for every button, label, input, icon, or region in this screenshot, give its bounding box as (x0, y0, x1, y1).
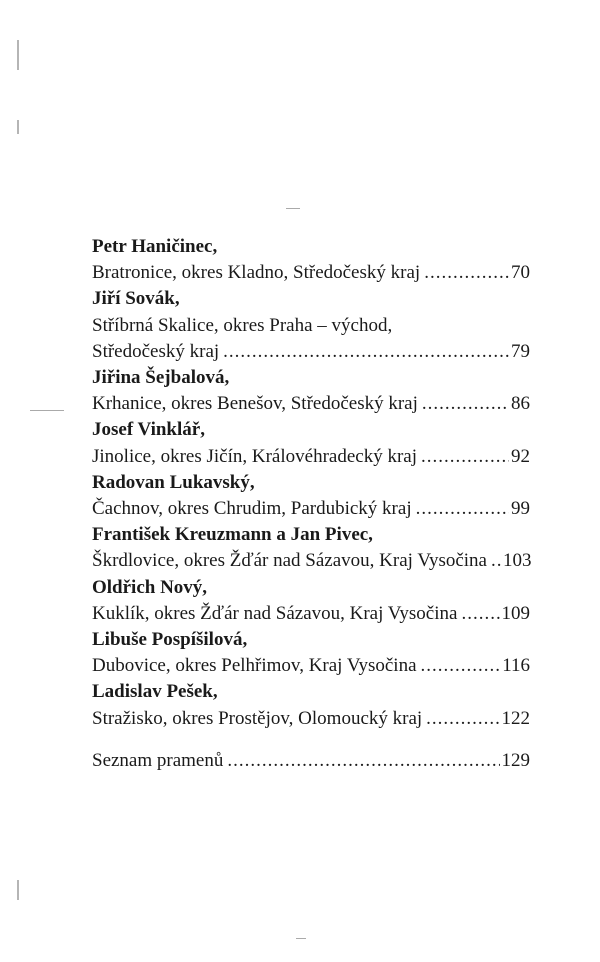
toc-entry (92, 679, 530, 731)
entry-place-line (92, 260, 530, 286)
entry-author: Ladislav Pešek, (92, 681, 218, 703)
scan-edge-mark (30, 410, 64, 411)
entry-place: Dubovice, okres Pelhřimov, Kraj Vysočina (92, 655, 417, 677)
sources-page-number: 129 (501, 749, 530, 771)
entry-place-line (92, 391, 530, 417)
entry-author: Josef Vinklář, (92, 419, 205, 441)
leader-dots (422, 391, 509, 417)
entry-author: Petr Haničinec, (92, 236, 218, 257)
toc-entry (92, 286, 530, 365)
entry-place: Stříbrná Skalice, okres Praha – východ, (92, 314, 393, 336)
entry-page-number: 103 (503, 550, 532, 572)
entry-place-line (92, 548, 530, 574)
leader-dots (416, 496, 509, 522)
toc-entry (92, 470, 530, 522)
entry-place: Škrdlovice, okres Žďár nad Sázavou, Kraj Vysočina (92, 550, 487, 572)
toc-entry (92, 575, 530, 627)
scan-edge-mark (286, 208, 300, 209)
leader-dots (421, 444, 509, 470)
entry-page-number: 122 (501, 707, 530, 729)
entry-page-number: 116 (502, 655, 530, 677)
leader-dots (491, 548, 501, 574)
entry-place: Krhanice, okres Benešov, Středočeský kraj (92, 393, 418, 415)
table-of-contents (92, 234, 530, 774)
entry-place: Středočeský kraj (92, 340, 220, 362)
toc-entry (92, 234, 530, 286)
entry-place-line (92, 339, 530, 365)
entry-page-number: 109 (501, 602, 530, 624)
scan-edge-mark (17, 120, 19, 134)
toc-entry (92, 417, 530, 469)
toc-entry (92, 522, 530, 574)
entry-author: František Kreuzmann a Jan Pivec, (92, 524, 373, 546)
entry-page-number: 99 (511, 498, 530, 520)
leader-dots (421, 653, 501, 679)
entry-page-number: 92 (511, 445, 530, 467)
entry-page-number: 79 (511, 340, 530, 362)
entry-place-line (92, 313, 530, 339)
entry-author: Jiří Sovák, (92, 288, 180, 310)
scan-edge-mark (296, 938, 306, 939)
scan-edge-mark (17, 880, 19, 900)
entry-author: Libuše Pospíšilová, (92, 629, 248, 651)
entry-place: Bratronice, okres Kladno, Středočeský kraj (92, 262, 421, 284)
leader-dots (227, 748, 499, 774)
sources-label: Seznam pramenů (92, 749, 224, 771)
entry-place: Čachnov, okres Chrudim, Pardubický kraj (92, 498, 412, 520)
entry-page-number: 86 (511, 393, 530, 415)
scan-edge-mark (17, 40, 19, 70)
section-gap (92, 732, 530, 748)
entry-page-number: 70 (511, 262, 530, 284)
entry-place: Kuklík, okres Žďár nad Sázavou, Kraj Vysočina (92, 602, 458, 624)
entry-place-line (92, 444, 530, 470)
entry-place: Stražisko, okres Prostějov, Olomoucký kraj (92, 707, 423, 729)
toc-entry (92, 365, 530, 417)
leader-dots (426, 706, 499, 732)
entry-author: Oldřich Nový, (92, 576, 208, 598)
entry-place-line (92, 653, 530, 679)
leader-dots (223, 339, 509, 365)
entry-author: Jiřina Šejbalová, (92, 367, 230, 389)
leader-dots (424, 260, 509, 286)
leader-dots (461, 601, 499, 627)
entry-author: Radovan Lukavský, (92, 471, 255, 493)
entry-place-line (92, 601, 530, 627)
entry-place: Jinolice, okres Jičín, Královéhradecký kraj (92, 445, 417, 467)
toc-entry (92, 627, 530, 679)
sources-entry (92, 748, 530, 774)
entry-place-line (92, 496, 530, 522)
entry-place-line (92, 706, 530, 732)
